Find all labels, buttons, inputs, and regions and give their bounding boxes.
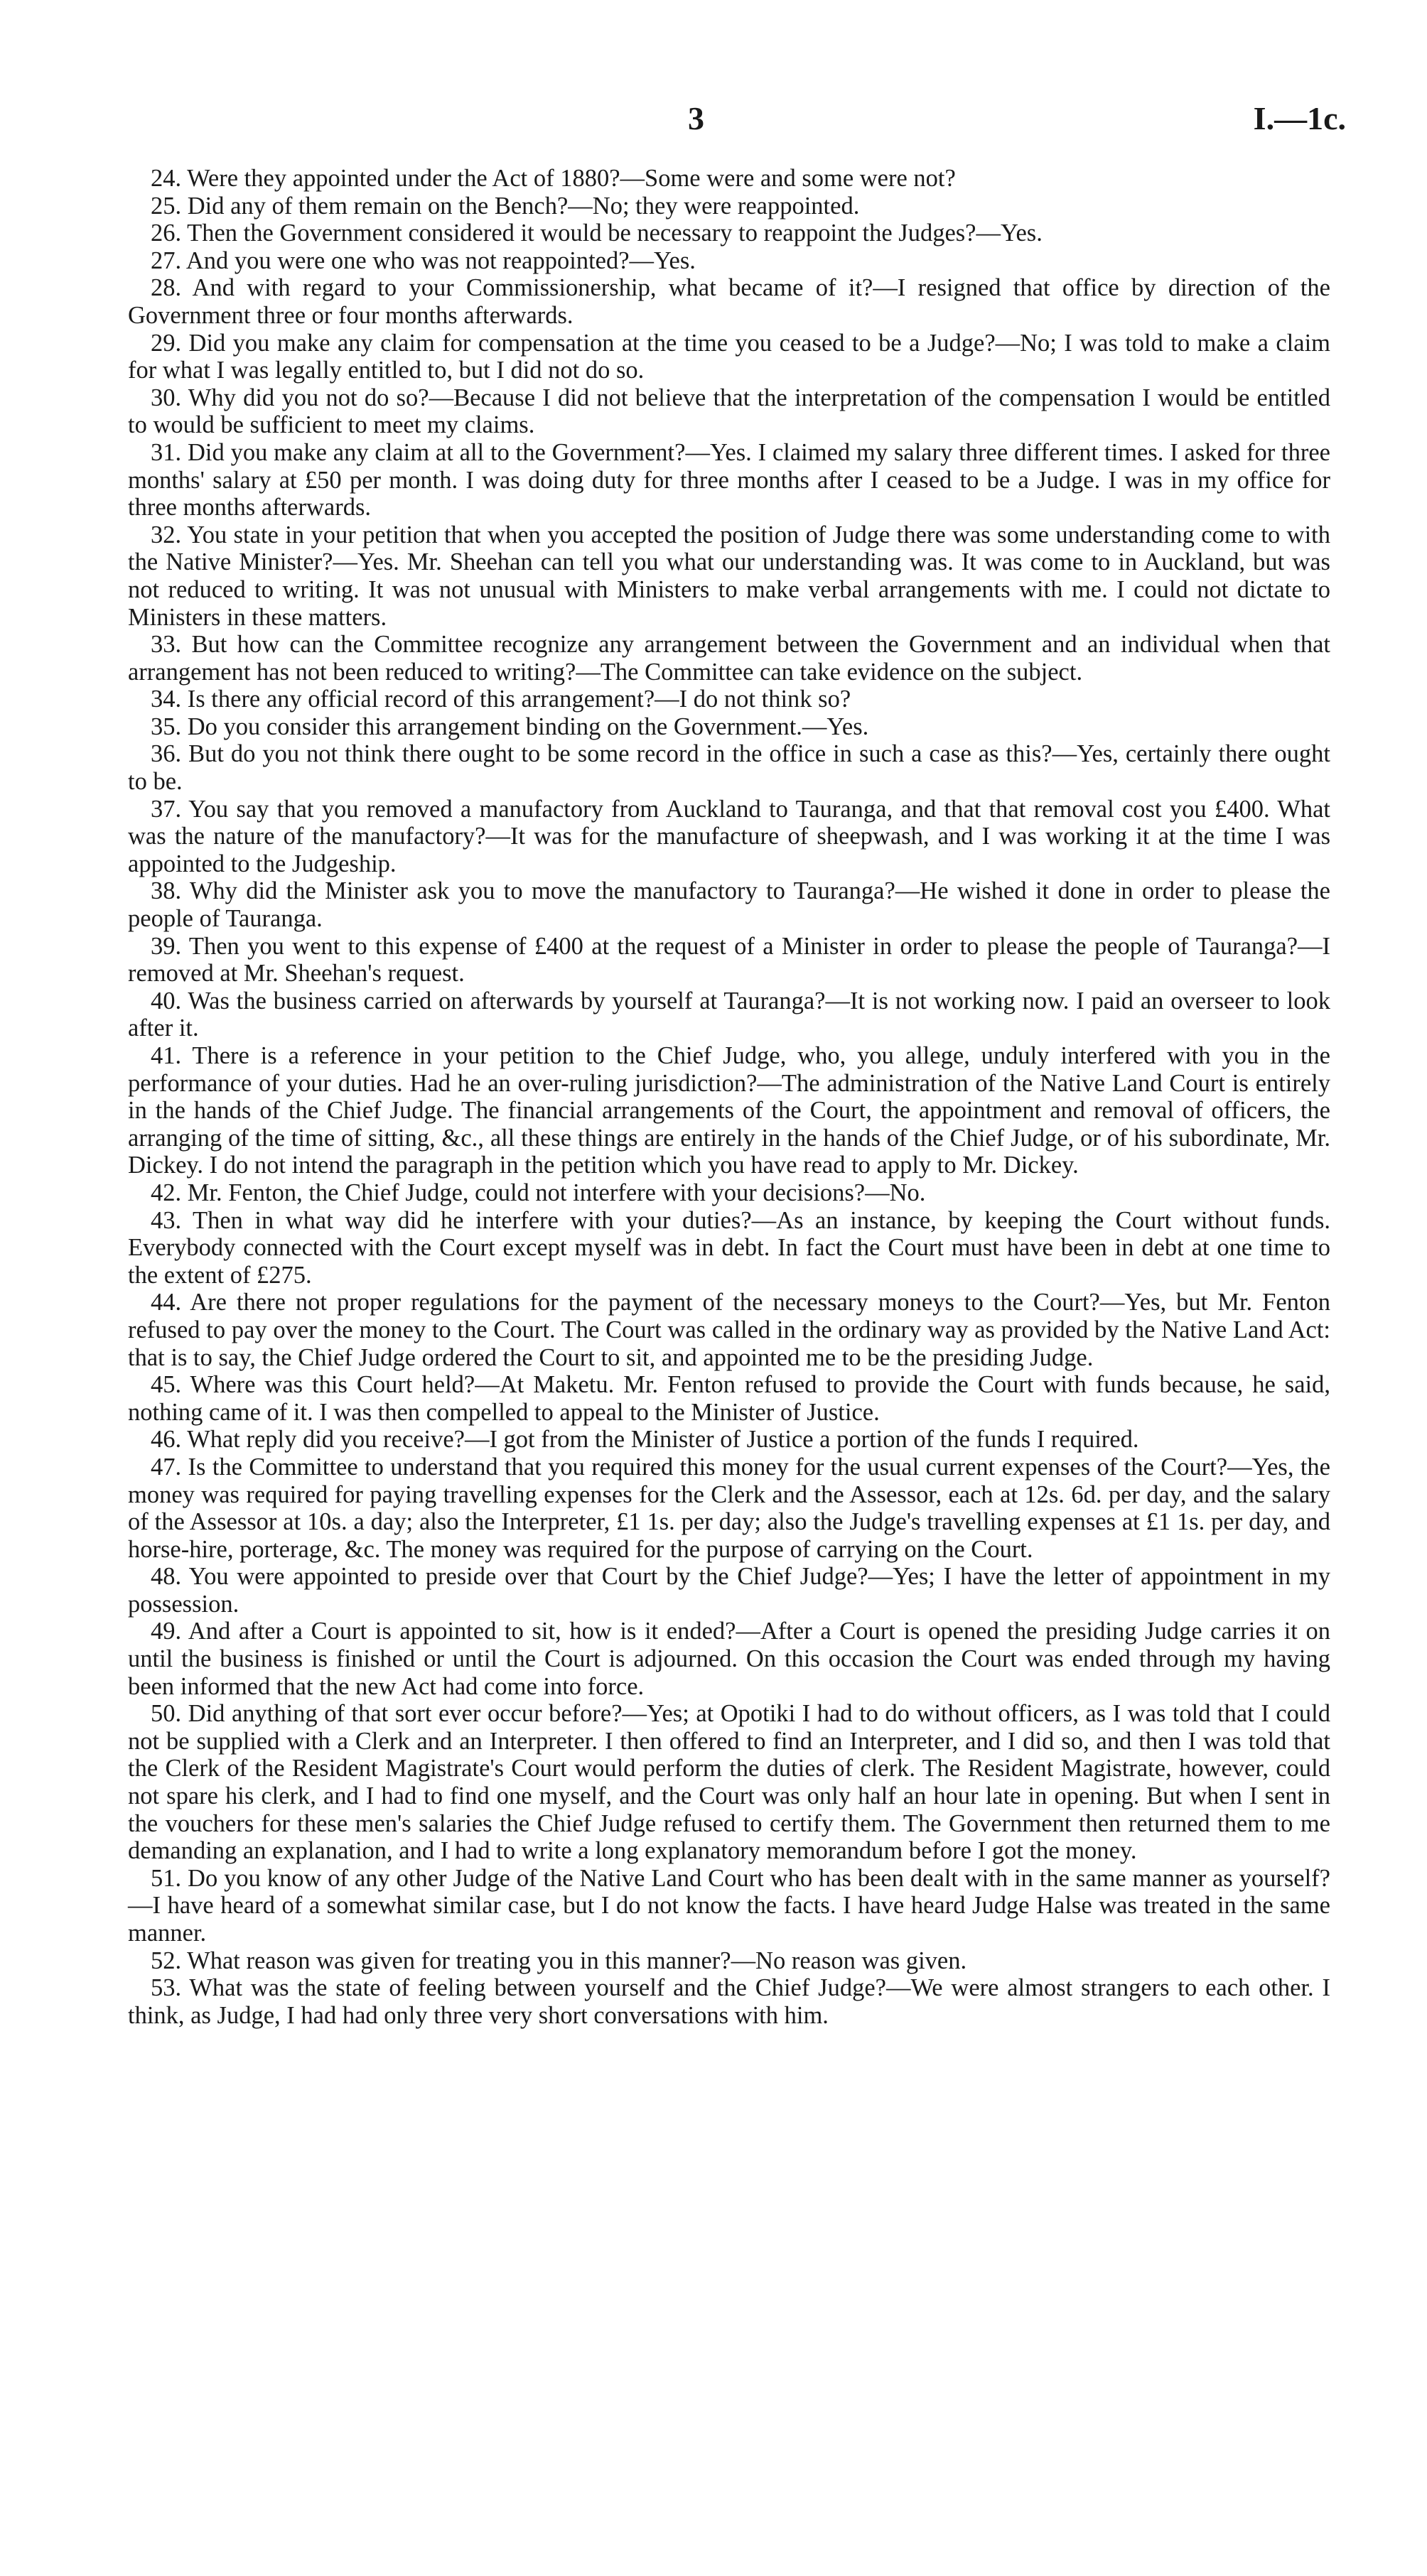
page-number: 3 (688, 100, 704, 136)
question-answer-48: 48. You were appointed to preside over that Court by the Chief Judge?—Yes; I have the letter of appointment in my possession. (128, 1563, 1330, 1618)
question-answer-31: 31. Did you make any claim at all to the Government?—Yes. I claimed my salary three different times. I asked for three months' salary at £50 per month. I was doing duty for three months after I ceased to be a Judge. I was in my office for three months afterwards. (128, 438, 1330, 521)
question-answer-26: 26. Then the Government considered it would be necessary to reappoint the Judges?—Yes. (151, 220, 1043, 247)
question-answer-52: 52. What reason was given for treating you in this manner?—No reason was given. (151, 1947, 967, 1974)
question-answer-46: 46. What reply did you receive?—I got from the Minister of Justice a portion of the funds I required. (151, 1426, 1139, 1454)
question-answer-42: 42. Mr. Fenton, the Chief Judge, could not interfere with your decisions?—No. (151, 1179, 926, 1206)
question-answer-29: 29. Did you make any claim for compensation at the time you ceased to be a Judge?—No; I was told to make a claim for what I was legally entitled to, but I did not do so. (128, 329, 1330, 384)
question-answer-25: 25. Did any of them remain on the Bench?—No; they were reappointed. (151, 192, 860, 220)
question-answer-38: 38. Why did the Minister ask you to move the manufactory to Tauranga?—He wished it done in order to please the people of Tauranga. (128, 877, 1330, 933)
question-answer-49: 49. And after a Court is appointed to sit, how is it ended?—After a Court is opened the presiding Judge carries it on until the business is finished or until the Court is adjourned. On this occasion the Court was ended through my having been informed that the new Act had come into force. (128, 1618, 1330, 1700)
question-answer-41: 41. There is a reference in your petition to the Chief Judge, who, you allege, unduly interfered with you in the performance of your duties. Had he an over-ruling jurisdiction?—The administration of the Native Land Court is entirely in the hands of the Chief Judge. The financial arrangements of the Court, the appointment and removal of officers, the arranging of the time of sitting, &c., all these things are entirely in the hands of the Chief Judge, or of his subordinate, Mr. Dickey. I do not intend the paragraph in the petition which you have read to apply to Mr. Dickey. (128, 1042, 1330, 1179)
question-answer-27: 27. And you were one who was not reappointed?—Yes. (151, 247, 696, 274)
question-answer-43: 43. Then in what way did he interfere with your duties?—As an instance, by keeping the Court without funds. Everybody connected with the Court except myself was in debt. In fact the Court must have been in debt at one time to the extent of £275. (128, 1206, 1330, 1289)
question-answer-51: 51. Do you know of any other Judge of the Native Land Court who has been dealt with in the same manner as yourself?—I have heard of a somewhat similar case, but I do not know the facts. I have heard Judge Halse was treated in the same manner. (128, 1864, 1330, 1947)
question-answer-24: 24. Were they appointed under the Act of 1880?—Some were and some were not? (151, 165, 956, 192)
question-answer-30: 30. Why did you not do so?—Because I did not believe that the interpretation of the compensation I would be entitled to would be sufficient to meet my claims. (128, 384, 1330, 439)
question-answer-44: 44. Are there not proper regulations for the payment of the necessary moneys to the Court?—Yes, but Mr. Fenton refused to pay over the money to the Court. The Court was called in the ordinary way as provided by the Native Land Act: that is to say, the Chief Judge ordered the Court to sit, and appointed me to be the presiding Judge. (128, 1289, 1330, 1371)
question-answer-33: 33. But how can the Committee recognize any arrangement between the Government and an individual when that arrangement has not been reduced to writing?—The Committee can take evidence on the subject. (128, 631, 1330, 686)
document-reference: I.—1c. (1253, 100, 1346, 136)
question-answer-34: 34. Is there any official record of this arrangement?—I do not think so? (151, 686, 851, 713)
evidence-transcript (128, 165, 1330, 2029)
question-answer-28: 28. And with regard to your Commissionership, what became of it?—I resigned that office by direction of the Government three or four months afterwards. (128, 274, 1330, 329)
question-answer-50: 50. Did anything of that sort ever occur before?—Yes; at Opotiki I had to do without officers, as I was told that I could not be supplied with a Clerk and an Interpreter. I then offered to find an Interpreter, and I did so, and then I was told that the Clerk of the Resident Magistrate's Court would perform the duties of clerk. The Resident Magistrate, however, could not spare his clerk, and I had to find one myself, and the Court was only half an hour late in opening. But when I sent in the vouchers for these men's salaries the Chief Judge refused to certify them. The Government then returned them to me demanding an explanation, and I had to write a long explanatory memorandum before I got the money. (128, 1700, 1330, 1865)
question-answer-45: 45. Where was this Court held?—At Maketu. Mr. Fenton refused to provide the Court with funds because, he said, nothing came of it. I was then compelled to appeal to the Minister of Justice. (128, 1371, 1330, 1426)
question-answer-37: 37. You say that you removed a manufactory from Auckland to Tauranga, and that that removal cost you £400. What was the nature of the manufactory?—It was for the manufacture of sheepwash, and I was working it at the time I was appointed to the Judgeship. (128, 795, 1330, 877)
question-answer-35: 35. Do you consider this arrangement binding on the Government.—Yes. (151, 713, 869, 740)
question-answer-36: 36. But do you not think there ought to be some record in the office in such a case as this?—Yes, certainly there ought to be. (128, 740, 1330, 796)
question-answer-39: 39. Then you went to this expense of £400 at the request of a Minister in order to please the people of Tauranga?—I removed at Mr. Sheehan's request. (128, 932, 1330, 987)
question-answer-32: 32. You state in your petition that when you accepted the position of Judge there was some understanding come to with the Native Minister?—Yes. Mr. Sheehan can tell you what our understanding was. It was come to in Auckland, but was not reduced to writing. It was not unusual with Ministers to make verbal arrangements with me. I could not dictate to Ministers in these matters. (128, 521, 1330, 631)
question-answer-53: 53. What was the state of feeling between yourself and the Chief Judge?—We were almost strangers to each other. I think, as Judge, I had had only three very short conversations with him. (128, 1974, 1330, 2029)
question-answer-40: 40. Was the business carried on afterwards by yourself at Tauranga?—It is not working now. I paid an overseer to look after it. (128, 987, 1330, 1042)
question-answer-47: 47. Is the Committee to understand that you required this money for the usual current expenses of the Court?—Yes, the money was required for paying travelling expenses for the Clerk and the Assessor, each at 12s. 6d. per day, and the salary of the Assessor at 10s. a day; also the Interpreter, £1 1s. per day; also the Judge's travelling expenses at £1 1s. per day, and horse-hire, porterage, &c. The money was required for the purpose of carrying on the Court. (128, 1453, 1330, 1563)
